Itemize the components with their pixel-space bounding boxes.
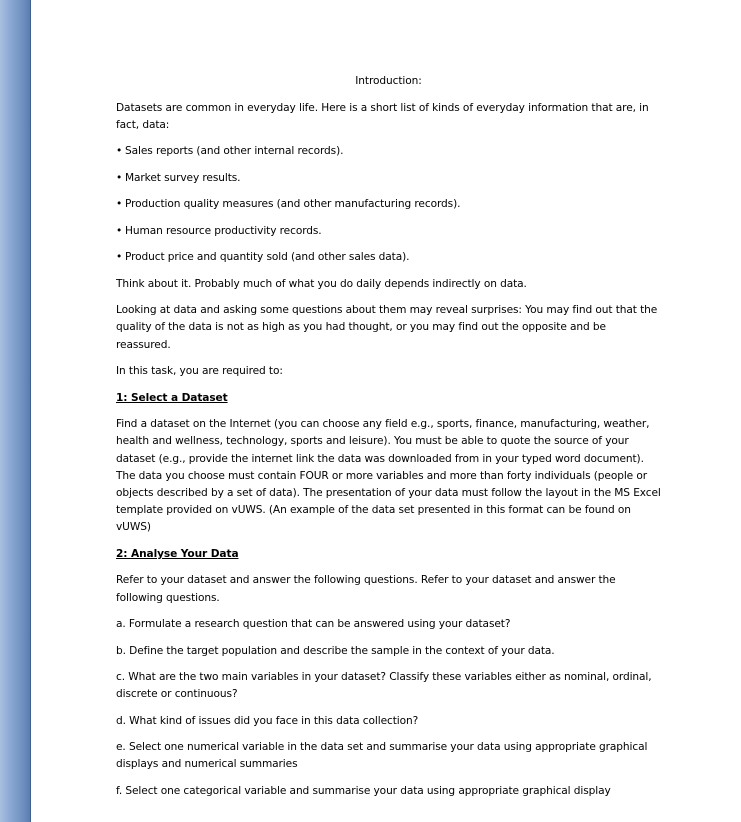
question-a: a. Formulate a research question that can be answered using your dataset? <box>116 618 511 631</box>
question-c: c. What are the two main variables in your dataset? Classify these variables either as nominal, ordinal, discrete or continuous? <box>116 671 652 701</box>
think-paragraph: Think about it. Probably much of what you do daily depends indirectly on data. <box>116 277 527 290</box>
bullet-icon: • <box>116 145 123 158</box>
bullet-icon: • <box>116 171 123 184</box>
document-content <box>116 73 661 809</box>
bullet-item-5 <box>116 249 661 266</box>
section2-body: Refer to your dataset and answer the following questions. Refer to your dataset and answer the following questions. <box>116 574 616 604</box>
document-page[interactable] <box>31 0 741 822</box>
section1-heading: 1: Select a Dataset <box>116 391 228 404</box>
bullet-text: Sales reports (and other internal records). <box>125 145 344 158</box>
bullet-text: Human resource productivity records. <box>125 224 322 237</box>
bullet-item-4 <box>116 223 661 240</box>
bullet-text: Market survey results. <box>125 171 241 184</box>
section1-body: Find a dataset on the Internet (you can choose any field e.g., sports, finance, manufacturing, weather, health and wellness, technology, sports and leisure). You must be able to quote the source of your dataset (e.g., provide the internet link the data was downloaded from in your typed word document). The data you choose must contain FOUR or more variables and more than forty individuals (people or objects described by a set of data). The presentation of your data must follow the layout in the MS Excel template provided on vUWS. (An example of the data set presented in this format can be found on vUWS) <box>116 418 661 534</box>
bullet-item-2 <box>116 170 661 187</box>
bullet-item-3 <box>116 196 661 213</box>
left-margin-panel <box>0 0 31 822</box>
intro-paragraph: Datasets are common in everyday life. Here is a short list of kinds of everyday information that are, in fact, data: <box>116 101 649 131</box>
bullet-text: Production quality measures (and other manufacturing records). <box>125 198 461 211</box>
question-f: f. Select one categorical variable and summarise your data using appropriate graphical display <box>116 784 611 797</box>
question-b: b. Define the target population and describe the sample in the context of your data. <box>116 644 555 657</box>
looking-paragraph: Looking at data and asking some questions about them may reveal surprises: You may find out that the quality of the data is not as high as you had thought, or you may find out the opposite and be reassured. <box>116 304 658 351</box>
document-title: Introduction: <box>355 75 422 87</box>
question-e: e. Select one numerical variable in the data set and summarise your data using appropriate graphical displays and numerical summaries <box>116 741 648 771</box>
task-intro-paragraph: In this task, you are required to: <box>116 365 283 378</box>
bullet-icon: • <box>116 224 123 237</box>
question-d: d. What kind of issues did you face in this data collection? <box>116 714 419 727</box>
bullet-icon: • <box>116 198 123 211</box>
bullet-item-1 <box>116 143 661 160</box>
bullet-icon: • <box>116 251 123 264</box>
section2-heading: 2: Analyse Your Data <box>116 547 239 560</box>
bullet-text: Product price and quantity sold (and other sales data). <box>125 251 410 264</box>
